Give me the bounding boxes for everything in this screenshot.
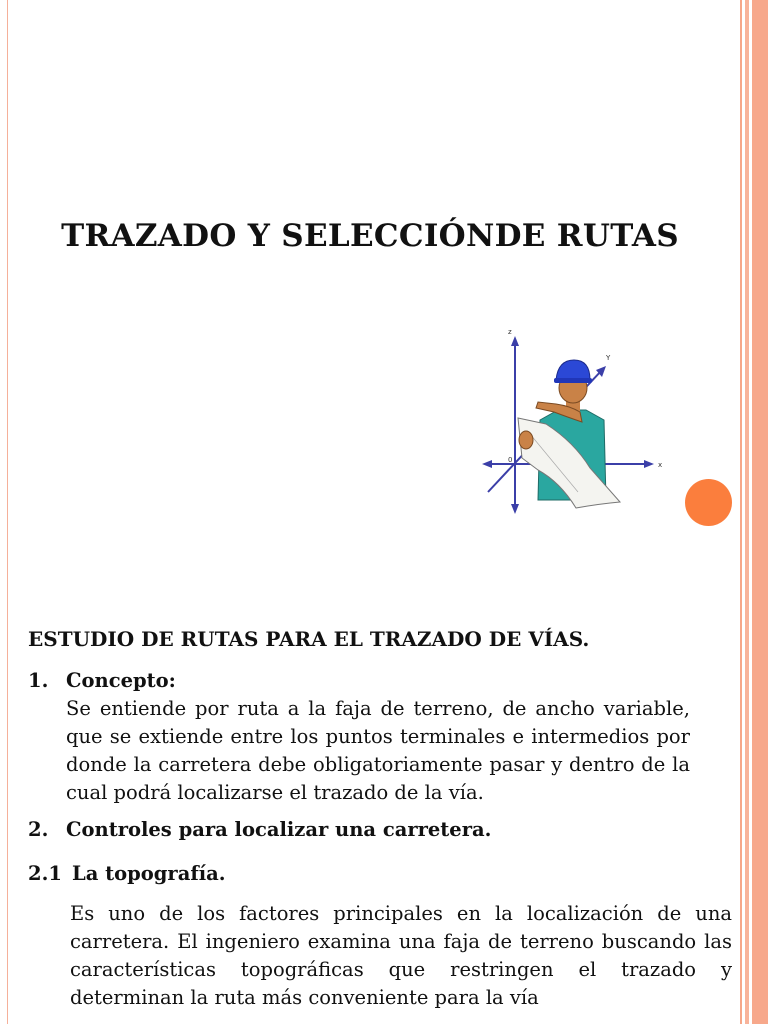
section-1: [28, 667, 734, 807]
section-1-title: Concepto:: [66, 669, 176, 692]
right-bar-medium: [745, 0, 749, 1024]
section-2-1-title: La topografía.: [72, 862, 226, 885]
axis-z-label: z: [508, 328, 512, 336]
origin-label: 0: [508, 456, 513, 464]
section-2-1-number: 2.1: [28, 862, 62, 885]
section-2-1: [28, 860, 734, 888]
section-2-title: Controles para localizar una carretera.: [66, 818, 492, 841]
section-2-number: 2.: [28, 818, 49, 841]
slide-content: [28, 625, 734, 1012]
section-2-1-body: Es uno de los factores principales en la localización de una carretera. El ingeniero examina una faja de terreno buscando las características topográficas que restringen el trazado y determinan la ruta más conveniente para la vía: [70, 902, 732, 1009]
axis-y-label: Y: [606, 354, 611, 362]
right-bar-thin: [740, 0, 742, 1024]
slide-title: TRAZADO Y SELECCIÓNDE RUTAS: [61, 218, 679, 254]
right-decorative-bars: [736, 0, 768, 1024]
left-border-line: [7, 0, 8, 1024]
orange-accent-dot: [685, 479, 732, 526]
axis-x-label: x: [658, 461, 663, 469]
section-heading: ESTUDIO DE RUTAS PARA EL TRAZADO DE VÍAS.: [28, 627, 590, 651]
engineer-with-plan-icon: [478, 322, 668, 518]
right-bar-wide: [752, 0, 768, 1024]
section-1-number: 1.: [28, 669, 49, 692]
section-2: [28, 816, 734, 844]
section-1-body: Se entiende por ruta a la faja de terreno, de ancho variable, que se extiende entre los puntos terminales e intermedios por donde la carretera debe obligatoriamente pasar y dentro de la cual podrá localizarse el trazado de la vía.: [66, 697, 690, 804]
